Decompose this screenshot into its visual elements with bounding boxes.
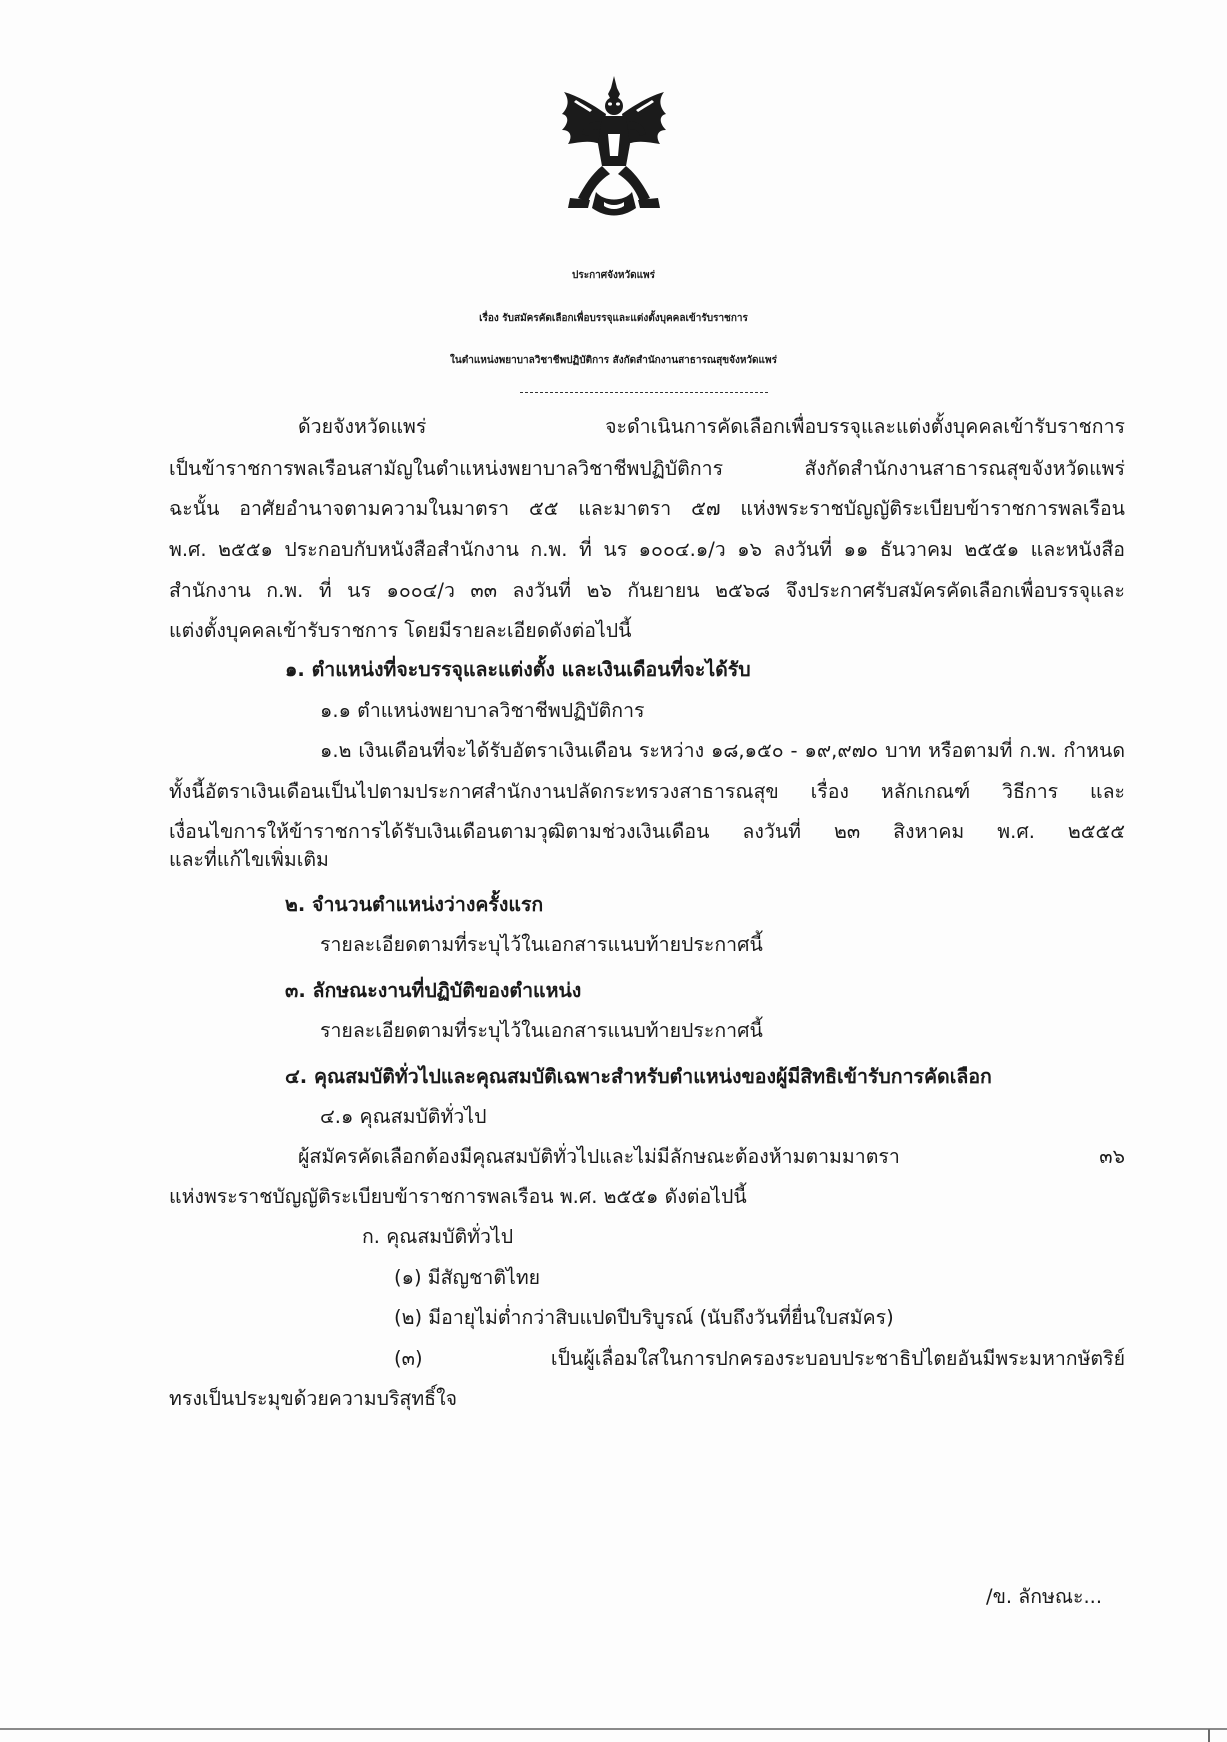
qualification-1: (๑) มีสัญชาติไทย (394, 1266, 541, 1289)
scan-edge-bottom (0, 1728, 1227, 1730)
section-4-para-line-2: แห่งพระราชบัญญัติระเบียบข้าราชการพลเรือน พ.ศ. ๒๕๕๑ ดังต่อไปนี้ (169, 1185, 747, 1208)
section-3-heading: ๓. ลักษณะงานที่ปฏิบัติของตำแหน่ง (285, 979, 582, 1002)
section-1-item-1: ๑.๑ ตำแหน่งพยาบาลวิชาชีพปฏิบัติการ (320, 699, 645, 722)
announcement-title: ประกาศจังหวัดแพร่ (572, 270, 655, 281)
section-4-ka: ก. คุณสมบัติทั่วไป (362, 1225, 514, 1248)
intro-line-1: ด้วยจังหวัดแพร่ จะดำเนินการคัดเลือกเพื่อบรรจุและแต่งตั้งบุคคลเข้ารับราชการ (298, 415, 1125, 438)
section-4-heading: ๔. คุณสมบัติทั่วไปและคุณสมบัติเฉพาะสำหรับตำแหน่งของผู้มีสิทธิเข้ารับการคัดเลือก (285, 1065, 992, 1088)
title-divider (520, 392, 768, 393)
section-1-item-2-line-4: และที่แก้ไขเพิ่มเติม (169, 848, 329, 871)
section-1-item-2-line-3: เงื่อนไขการให้ข้าราชการได้รับเงินเดือนตามวุฒิตามช่วงเงินเดือน ลงวันที่ ๒๓ สิงหาคม พ.ศ. ๒๕๕๕ (169, 820, 1125, 843)
garuda-emblem-icon (556, 74, 672, 224)
intro-line-4: พ.ศ. ๒๕๕๑ ประกอบกับหนังสือสำนักงาน ก.พ. ที่ นร ๑๐๐๔.๑/ว ๑๖ ลงวันที่ ๑๑ ธันวาคม ๒๕๕๑ และหนังสือ (169, 538, 1125, 561)
announcement-subject-line-2: ในตำแหน่งพยาบาลวิชาชีพปฏิบัติการ สังกัดสำนักงานสาธารณสุขจังหวัดแพร่ (450, 355, 777, 366)
section-1-item-2-line-2: ทั้งนี้อัตราเงินเดือนเป็นไปตามประกาศสำนักงานปลัดกระทรวงสาธารณสุข เรื่อง หลักเกณฑ์ วิธีการ และ (169, 780, 1125, 803)
section-2-heading: ๒. จำนวนตำแหน่งว่างครั้งแรก (285, 893, 544, 916)
section-1-item-2-line-1: ๑.๒ เงินเดือนที่จะได้รับอัตราเงินเดือน ระหว่าง ๑๘,๑๕๐ - ๑๙,๙๗๐ บาท หรือตามที่ ก.พ. กำหนด (320, 739, 1125, 762)
intro-line-3: ฉะนั้น อาศัยอำนาจตามความในมาตรา ๕๕ และมาตรา ๕๗ แห่งพระราชบัญญัติระเบียบข้าราชการพลเรือน (169, 497, 1125, 520)
section-2-body: รายละเอียดตามที่ระบุไว้ในเอกสารแนบท้ายประกาศนี้ (320, 933, 763, 956)
section-3-body: รายละเอียดตามที่ระบุไว้ในเอกสารแนบท้ายประกาศนี้ (320, 1019, 763, 1042)
qualification-2: (๒) มีอายุไม่ต่ำกว่าสิบแปดปีบริบูรณ์ (นับถึงวันที่ยื่นใบสมัคร) (394, 1306, 894, 1329)
intro-line-2: เป็นข้าราชการพลเรือนสามัญในตำแหน่งพยาบาลวิชาชีพปฏิบัติการ สังกัดสำนักงานสาธารณสุขจังหวัดแพร่ (169, 457, 1125, 480)
qualification-3-line-1: (๓) เป็นผู้เลื่อมใสในการปกครองระบอบประชาธิปไตยอันมีพระมหากษัตริย์ (394, 1347, 1125, 1370)
page-continuation-note: /ข. ลักษณะ... (986, 1585, 1103, 1608)
section-1-heading: ๑. ตำแหน่งที่จะบรรจุและแต่งตั้ง และเงินเดือนที่จะได้รับ (285, 658, 751, 681)
qualification-3-line-2: ทรงเป็นประมุขด้วยความบริสุทธิ์ใจ (169, 1387, 458, 1410)
intro-line-6: แต่งตั้งบุคคลเข้ารับราชการ โดยมีรายละเอียดดังต่อไปนี้ (169, 619, 632, 642)
scan-edge-right (1208, 1729, 1210, 1742)
intro-line-5: สำนักงาน ก.พ. ที่ นร ๑๐๐๔/ว ๓๓ ลงวันที่ ๒๖ กันยายน ๒๕๖๘ จึงประกาศรับสมัครคัดเลือกเพื่อบรรจุและ (169, 579, 1125, 602)
announcement-subject: เรื่อง รับสมัครคัดเลือกเพื่อบรรจุและแต่งตั้งบุคคลเข้ารับราชการ (479, 313, 748, 324)
section-4-sub-1: ๔.๑ คุณสมบัติทั่วไป (320, 1105, 487, 1128)
section-4-para-line-1: ผู้สมัครคัดเลือกต้องมีคุณสมบัติทั่วไปและไม่มีลักษณะต้องห้ามตามมาตรา ๓๖ (298, 1145, 1125, 1168)
